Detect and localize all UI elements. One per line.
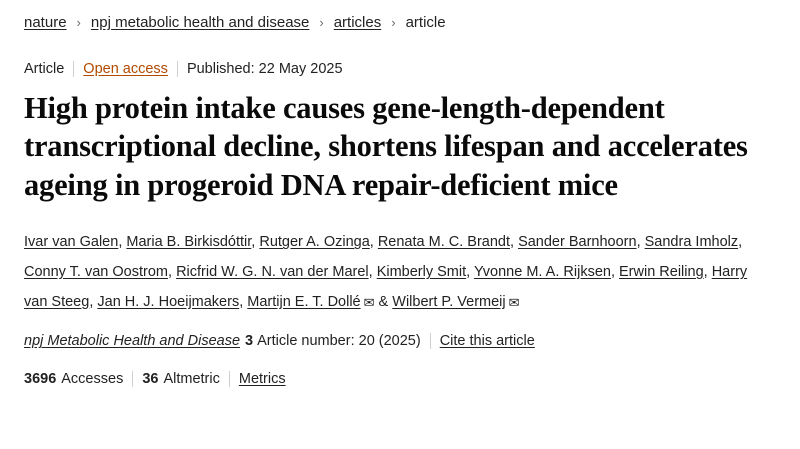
- author-link[interactable]: Renata M. C. Brandt: [377, 234, 510, 251]
- author-link[interactable]: Conny T. van Oostrom: [24, 263, 168, 280]
- breadcrumb: [24, 14, 776, 31]
- author-separator: ,: [610, 263, 620, 280]
- article-type-label: Article: [24, 61, 65, 77]
- author-list: [24, 228, 766, 317]
- author-link[interactable]: Martijn E. T. Dollé: [247, 293, 361, 310]
- cite-this-article-link[interactable]: Cite this article: [439, 333, 535, 350]
- author-link[interactable]: Sandra Imholz: [644, 234, 739, 251]
- breadcrumb-item-nature[interactable]: nature: [24, 14, 67, 31]
- author-link[interactable]: Kimberly Smit: [376, 263, 467, 280]
- breadcrumb-separator: ›: [319, 15, 324, 30]
- open-access-badge[interactable]: Open access: [83, 61, 168, 77]
- author-link[interactable]: Erwin Reiling: [619, 263, 704, 280]
- author-link[interactable]: Jan H. J. Hoeijmakers: [97, 293, 240, 310]
- altmetric-label: Altmetric: [163, 371, 220, 388]
- author-ampersand: &: [374, 293, 393, 310]
- metrics-link[interactable]: Metrics: [238, 371, 286, 388]
- page-title: High protein intake causes gene-length-dependent transcriptional decline, shortens lifespan and accelerates ageing in progeroid DNA repair-deficient mice: [24, 91, 748, 202]
- author-link[interactable]: Sander Barnhoorn: [518, 234, 637, 251]
- author-link[interactable]: Rutger A. Ozinga: [259, 234, 370, 251]
- published-date: Published: 22 May 2025: [186, 61, 343, 77]
- breadcrumb-item-journal[interactable]: npj metabolic health and disease: [90, 14, 310, 31]
- author-separator: ,: [636, 234, 645, 251]
- journal-citation: [24, 333, 776, 349]
- author-link[interactable]: Ivar van Galen: [24, 234, 119, 251]
- author-separator: ,: [118, 234, 127, 251]
- author-separator: ,: [89, 293, 98, 310]
- author-separator: ,: [168, 263, 177, 280]
- meta-divider: [177, 61, 178, 77]
- author-separator: ,: [510, 234, 519, 251]
- breadcrumb-item-articles[interactable]: articles: [333, 14, 382, 31]
- article-metrics: [24, 371, 776, 387]
- breadcrumb-separator: ›: [391, 15, 396, 30]
- author-separator: ,: [239, 293, 248, 310]
- author-link[interactable]: Maria B. Birkisdóttir: [126, 234, 252, 251]
- author-separator: ,: [369, 234, 378, 251]
- email-icon[interactable]: ✉: [508, 294, 520, 310]
- accesses-count: 3696: [24, 371, 57, 388]
- author-separator: ,: [738, 234, 743, 251]
- author-separator: ,: [368, 263, 377, 280]
- journal-volume: 3: [245, 333, 254, 350]
- altmetric-count: 36: [142, 371, 159, 388]
- author-link[interactable]: Wilbert P. Vermeij: [392, 293, 506, 310]
- author-link[interactable]: Harry van Steeg: [24, 263, 748, 310]
- author-link[interactable]: Ricfrid W. G. N. van der Marel: [176, 263, 369, 280]
- author-separator: ,: [251, 234, 260, 251]
- author-separator: ,: [703, 263, 712, 280]
- author-link[interactable]: Yvonne M. A. Rijksen: [473, 263, 611, 280]
- journal-name-link[interactable]: npj Metabolic Health and Disease: [24, 333, 241, 350]
- breadcrumb-separator: ›: [76, 15, 81, 30]
- article-meta: [24, 61, 776, 77]
- journal-article-number: Article number: 20 (2025): [257, 333, 421, 350]
- meta-divider: [73, 61, 74, 77]
- breadcrumb-item-current: article: [405, 14, 446, 31]
- author-separator: ,: [466, 263, 474, 280]
- accesses-label: Accesses: [61, 371, 124, 388]
- meta-divider: [229, 371, 230, 387]
- email-icon[interactable]: ✉: [363, 294, 375, 310]
- meta-divider: [132, 371, 133, 387]
- meta-divider: [430, 333, 431, 349]
